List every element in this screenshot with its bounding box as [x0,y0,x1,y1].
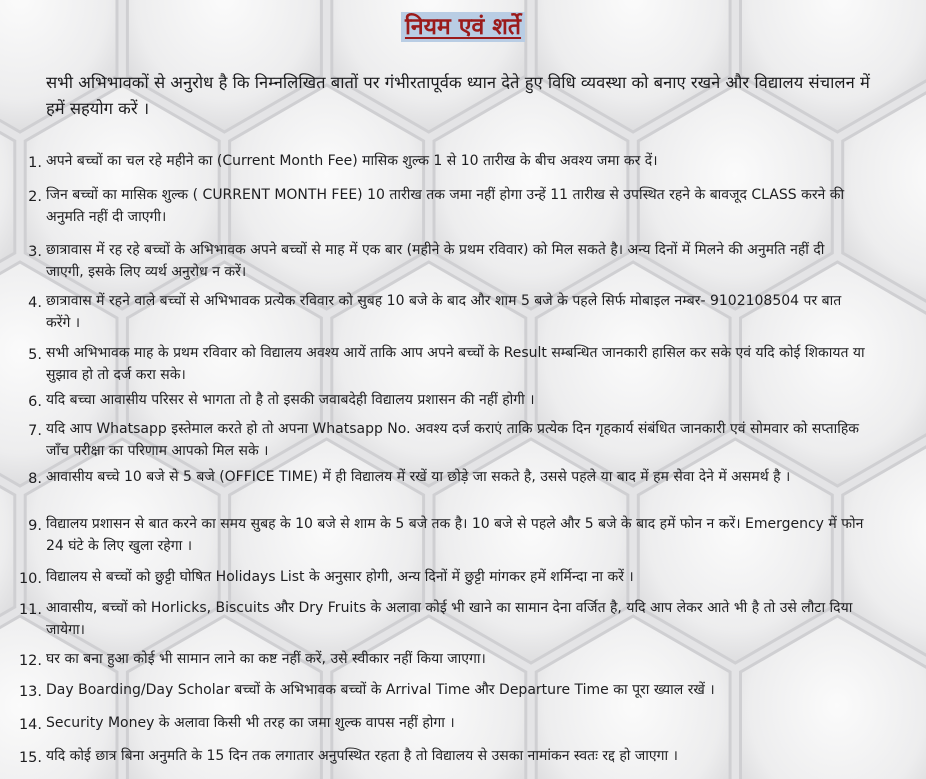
rule-number: 12. [18,653,42,669]
rule-number: 2. [28,189,42,205]
rule-text: आवासीय बच्चे 10 बजे से 5 बजे (OFFICE TIME) में ही विद्यालय में रखें या छोड़े जा सकते है, उससे पहले या बाद में हम सेवा देने में असमर्थ है । [46,469,791,485]
rule-text: घर का बना हुआ कोई भी सामान लाने का कष्ट नहीं करें, उसे स्वीकार नहीं किया जाएगा। [46,651,486,667]
rule-text: विद्यालय से बच्चों को छुट्टी घोषित Holidays List के अनुसार होगी, अन्य दिनों में छुट्टी मांगकर हमें शर्मिन्दा ना करें । [46,569,634,585]
rule-number: 6. [28,394,42,410]
rule-number: 8. [28,471,42,487]
rule-number: 11. [18,602,42,618]
rule-number: 3. [28,244,42,260]
rule-text: यदि आप Whatsapp इस्तेमाल करते हो तो अपना Whatsapp No. अवश्य दर्ज कराएं ताकि प्रत्येक दिन गृहकार्य संबंधित जानकारी एवं सोमवार को सप्ताहिक जाँच परीक्षा का परिणाम आपको मिल सके । [46,421,860,459]
rule-text: Day Boarding/Day Scholar बच्चों के अभिभावक बच्चों के Arrival Time और Departure Time का पूरा ख्याल रखें । [46,682,715,698]
rule-number: 13. [18,684,42,700]
rule-number: 7. [28,423,42,439]
rule-text: छात्रावास में रह रहे बच्चों के अभिभावक अपने बच्चों से माह में एक बार (महीने के प्रथम रविवार) को मिल सकते है। अन्य दिनों में मिलने की अनुमति नहीं दी जाएगी, इसके लिए व्यर्थ अनुरोध न करें। [46,242,825,280]
rule-text: यदि कोई छात्र बिना अनुमति के 15 दिन तक लगातार अनुपस्थित रहता है तो विद्यालय से उसका नामांकन स्वतः रद्द हो जाएगा । [46,748,678,764]
rule-number: 4. [28,295,42,311]
rule-number: 1. [28,155,42,171]
rule-text: Security Money के अलावा किसी भी तरह का जमा शुल्क वापस नहीं होगा । [46,715,455,731]
rule-text: अपने बच्चों का चल रहे महीने का (Current Month Fee) मासिक शुल्क 1 से 10 तारीख के बीच अवश्य जमा कर दें। [46,153,658,169]
intro-paragraph: सभी अभिभावकों से अनुरोध है कि निम्नलिखित बातों पर गंभीरतापूर्वक ध्यान देते हुए विधि व्यवस्था को बनाए रखने और विद्यालय संचालन में हमें सहयोग करें । [46,73,870,118]
rule-number: 5. [28,347,42,363]
rule-text: यदि बच्चा आवासीय परिसर से भागता तो है तो इसकी जवाबदेही विद्यालय प्रशासन की नहीं होगी । [46,392,535,408]
rule-text: सभी अभिभावक माह के प्रथम रविवार को विद्यालय अवश्य आयें ताकि आप अपने बच्चों के Result सम्बन्धित जानकारी हासिल कर सके एवं यदि कोई शिकायत या सुझाव हो तो दर्ज करा सके। [46,345,865,383]
rule-number: 9. [28,518,42,534]
page-title: नियम एवं शर्ते [401,12,525,42]
rule-number: 15. [18,750,42,766]
rule-text: छात्रावास में रहने वाले बच्चों से अभिभावक प्रत्येक रविवार को सुबह 10 बजे के बाद और शाम 5 बजे के पहले सिर्फ मोबाइल नम्बर- 9102108504 पर बात करेंगे । [46,293,842,331]
rule-text: विद्यालय प्रशासन से बात करने का समय सुबह के 10 बजे से शाम के 5 बजे तक है। 10 बजे से पहले और 5 बजे के बाद हमें फोन न करें। Emergency में फोन 24 घंटे के लिए खुला रहेगा । [46,516,864,554]
rule-number: 14. [18,717,42,733]
rule-text: आवासीय, बच्चों को Horlicks, Biscuits और Dry Fruits के अलावा कोई भी खाने का सामान देना वर्जित है, यदि आप लेकर आते भी है तो उसे लौटा दिया जायेगा। [46,600,853,638]
rule-text: जिन बच्चों का मासिक शुल्क ( CURRENT MONTH FEE) 10 तारीख तक जमा नहीं होगा उन्हें 11 तारीख से उपस्थित रहने के बावजूद CLASS करने की अनुमति नहीं दी जाएगी। [46,187,845,225]
rule-number: 10. [18,571,42,587]
